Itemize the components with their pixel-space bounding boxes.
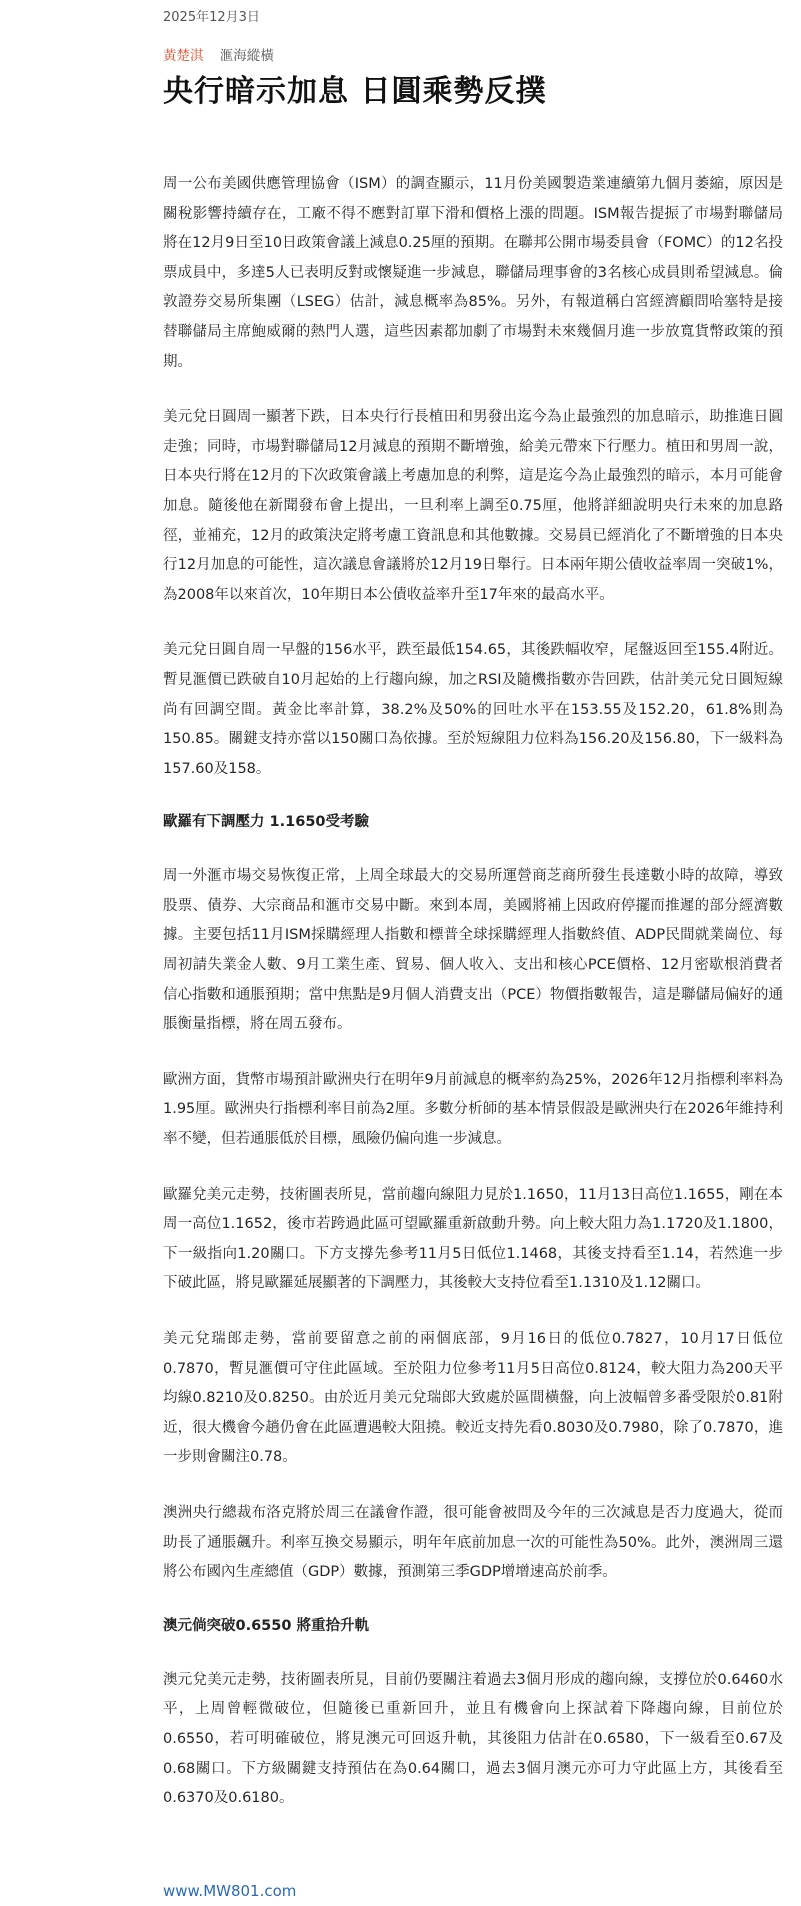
paragraph: 澳洲央行總裁布洛克將於周三在議會作證，很可能會被問及今年的三次減息是否力度過大，從而助長了通脹飆升。利率互換交易顯示，明年年底前加息一次的可能性為50%。此外，澳洲周三還將公布國內生產總值（GDP）數據，預測第三季GDP增增速高於前季。	[163, 1504, 783, 1581]
paragraph: 美元兌日圓自周一早盤的156水平，跌至最低154.65，其後跌幅收窄，尾盤返回至155.4附近。暫見滙價已跌破自10月起始的上行趨向線，加之RSI及隨機指數亦告回跌，估計美元兌日圓短線尚有回調空間。黃金比率計算，38.2%及50%的回吐水平在153.55及152.20，61.8%則為150.85。關鍵支持亦當以150關口為依據。至於短線阻力位料為156.20及156.80，下一級料為157.60及158。	[163, 642, 783, 777]
paragraph: 歐洲方面，貨幣市場預計歐洲央行在明年9月前減息的概率約為25%，2026年12月指標利率料為1.95厘。歐洲央行指標利率目前為2厘。多數分析師的基本情景假設是歐洲央行在2026年維持利率不變，但若通脹低於目標，風險仍偏向進一步減息。	[163, 1071, 783, 1148]
site-link[interactable]: www.MW801.com	[163, 1882, 297, 1900]
column-name[interactable]: 滙海縱橫	[219, 48, 274, 64]
section-heading: 澳元倘突破0.6550 將重拾升軌	[163, 1617, 370, 1634]
article-title: 央行暗示加息 日圓乘勢反撲	[163, 74, 547, 109]
paragraph: 周一公布美國供應管理協會（ISM）的調查顯示，11月份美國製造業連續第九個月萎縮，原因是關稅影響持續存在，工廠不得不應對訂單下滑和價格上漲的問題。ISM報告提振了市場對聯儲局將在12月9日至10日政策會議上減息0.25厘的預期。在聯邦公開市場委員會（FOMC）的12名投票成員中，多達5人已表明反對或懷疑進一步減息，聯儲局理事會的3名核心成員則希望減息。倫敦證券交易所集團（LSEG）估計，減息概率為85%。另外，有報道稱白宮經濟顧問哈塞特是接替聯儲局主席鮑威爾的熱門人選，這些因素都加劇了市場對未來幾個月進一步放寬貨幣政策的預期。	[163, 176, 783, 370]
article-date: 2025年12月3日	[163, 10, 260, 25]
byline	[163, 44, 274, 64]
article-body	[163, 170, 783, 1840]
paragraph: 澳元兌美元走勢，技術圖表所見，目前仍要關注着過去3個月形成的趨向線，支撐位於0.6460水平，上周曾輕微破位，但隨後已重新回升，並且有機會向上探試着下降趨向線，目前位於0.6550，若可明確破位，將見澳元可回返升軌，其後阻力估計在0.6580，下一級看至0.67及0.68關口。下方級關鍵支持預估在為0.64關口，過去3個月澳元亦可力守此區上方，其後看至0.6370及0.6180。	[163, 1671, 783, 1807]
paragraph: 周一外滙市場交易恢復正常，上周全球最大的交易所運營商芝商所發生長達數小時的故障，導致股票、債券、大宗商品和滙市交易中斷。來到本周，美國將補上因政府停擺而推遲的部分經濟數據。主要包括11月ISM採購經理人指數和標普全球採購經理人指數終值、ADP民間就業崗位、每周初請失業金人數、9月工業生產、貿易、個人收入、支出和核心PCE價格、12月密歇根消費者信心指數和通脹預期；當中焦點是9月個人消費支出（PCE）物價指數報告，這是聯儲局偏好的通脹衡量指標，將在周五發布。	[163, 868, 783, 1033]
section-heading: 歐羅有下調壓力 1.1650受考驗	[163, 814, 370, 831]
paragraph: 美元兌日圓周一顯著下跌，日本央行行長植田和男發出迄今為止最強烈的加息暗示，助推進日圓走強；同時，市場對聯儲局12月減息的預期不斷增強，給美元帶來下行壓力。植田和男周一說，日本央行將在12月的下次政策會議上考慮加息的利弊，這是迄今為止最強烈的暗示，本月可能會加息。隨後他在新聞發布會上提出，一旦利率上調至0.75厘，他將詳細說明央行未來的加息路徑，並補充，12月的政策決定將考慮工資訊息和其他數據。交易員已經消化了不斷增強的日本央行12月加息的可能性，這次議息會議將於12月19日舉行。日本兩年期公債收益率周一突破1%，為2008年以來首次，10年期日本公債收益率升至17年來的最高水平。	[163, 409, 783, 603]
paragraph: 美元兌瑞郎走勢，當前要留意之前的兩個底部，9月16日的低位0.7827，10月17日低位0.7870，暫見滙價可守住此區域。至於阻力位參考11月5日高位0.8124，較大阻力為200天平均線0.8210及0.8250。由於近月美元兌瑞郎大致處於區間橫盤，向上波幅曾多番受限於0.81附近，很大機會今趟仍會在此區遭遇較大阻撓。較近支持先看0.8030及0.7980，除了0.7870，進一步則會關注0.78。	[163, 1331, 783, 1466]
paragraph: 歐羅兌美元走勢，技術圖表所見，當前趨向線阻力見於1.1650，11月13日高位1.1655，剛在本周一高位1.1652，後市若跨過此區可望歐羅重新啟動升勢。向上較大阻力為1.1720及1.1800，下一級指向1.20關口。下方支撐先參考11月5日低位1.1468，其後支持看至1.14，若然進一步下破此區，將見歐羅延展顯著的下調壓力，其後較大支持位看至1.1310及1.12關口。	[163, 1186, 783, 1292]
author-name[interactable]: 黃楚淇	[163, 48, 204, 64]
